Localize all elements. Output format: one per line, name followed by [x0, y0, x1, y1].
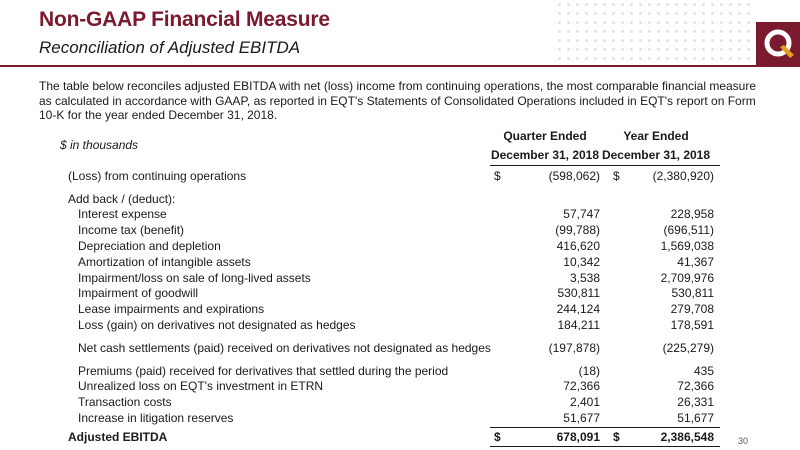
row-label: Impairment of goodwill [78, 286, 199, 300]
quarter-value: 57,747 [563, 207, 600, 221]
table-row [0, 378, 800, 394]
year-value: (225,279) [662, 341, 714, 355]
year-value: 279,708 [670, 302, 714, 316]
row-label: Premiums (paid) received for derivatives that settled during the period [78, 364, 449, 378]
year-value: 72,366 [677, 379, 714, 393]
page-subtitle: Reconciliation of Adjusted EBITDA [39, 38, 301, 57]
quarter-value: (197,878) [548, 341, 600, 355]
row-label: Interest expense [78, 207, 167, 221]
quarter-value: 678,091 [556, 430, 600, 444]
currency-symbol: $ [613, 430, 620, 444]
table-row [0, 254, 800, 270]
table-row [0, 206, 800, 222]
column-header-quarter-line2: December 31, 2018 [490, 148, 600, 162]
row-label: Amortization of intangible assets [78, 255, 251, 269]
table-row [0, 270, 800, 286]
column-header-year [596, 127, 716, 165]
quarter-value: 244,124 [556, 302, 600, 316]
row-label: Increase in litigation reserves [78, 411, 234, 425]
table-row [0, 317, 800, 333]
quarter-value: 10,342 [563, 255, 600, 269]
table-row [0, 301, 800, 317]
year-value: 2,709,976 [660, 271, 714, 285]
quarter-value: 416,620 [556, 239, 600, 253]
year-value: 435 [693, 364, 714, 378]
row-label: (Loss) from continuing operations [68, 169, 247, 183]
table-row [0, 238, 800, 254]
row-label: Loss (gain) on derivatives not designated as hedges [78, 318, 356, 332]
year-value: 530,811 [671, 286, 714, 300]
table-row-total [0, 429, 800, 445]
year-value: 2,386,548 [660, 430, 714, 444]
table-row [0, 394, 800, 410]
company-logo [756, 22, 800, 66]
year-value: (696,511) [663, 223, 714, 237]
year-value: 51,677 [677, 411, 714, 425]
column-header-quarter [485, 127, 605, 165]
table-header-rule [490, 165, 720, 166]
quarter-value: (99,788) [555, 223, 600, 237]
quarter-value: (18) [578, 364, 600, 378]
page-number: 30 [737, 436, 748, 446]
quarter-value: 530,811 [557, 286, 600, 300]
year-value: 1,569,038 [660, 239, 714, 253]
quarter-value: (598,062) [548, 169, 600, 183]
column-header-year-line1: Year Ended [623, 129, 689, 143]
intro-paragraph: The table below reconciles adjusted EBITDA with net (loss) income from continuing operations, the most comparable financial measure as calculated in accordance with GAAP, as reported in EQT's Statements of Consolidated Operations included in EQT's report on Form 10-K for the year ended December 31, 2018. [39, 79, 757, 122]
row-label: Adjusted EBITDA [68, 430, 168, 444]
quarter-value: 184,211 [557, 318, 600, 332]
header-divider [0, 65, 800, 67]
row-label: Lease impairments and expirations [78, 302, 265, 316]
table-row [0, 340, 800, 356]
table-row [0, 191, 800, 207]
column-header-year-line2: December 31, 2018 [601, 148, 711, 162]
row-label: Income tax (benefit) [78, 223, 185, 237]
decorative-dot-pattern [555, 0, 755, 60]
year-value: 26,331 [677, 395, 714, 409]
row-label: Add back / (deduct): [68, 192, 176, 206]
quarter-value: 3,538 [569, 271, 600, 285]
column-header-quarter-line1: Quarter Ended [503, 129, 587, 143]
quarter-value: 2,401 [569, 395, 600, 409]
row-label: Impairment/loss on sale of long-lived assets [78, 271, 311, 285]
row-label: Net cash settlements (paid) received on derivatives not designated as hedges [78, 341, 491, 355]
total-rule-top [490, 427, 720, 428]
year-value: 178,591 [670, 318, 714, 332]
quarter-value: 72,366 [563, 379, 600, 393]
quarter-value: 51,677 [563, 411, 600, 425]
currency-symbol: $ [494, 169, 501, 183]
row-label: Depreciation and depletion [78, 239, 221, 253]
page-title: Non-GAAP Financial Measure [39, 8, 330, 31]
total-rule-bottom [490, 446, 720, 447]
table-row [0, 410, 800, 426]
units-label: $ in thousands [60, 138, 139, 152]
q-logo-icon [761, 27, 795, 61]
table-row [0, 222, 800, 238]
year-value: 41,367 [677, 255, 714, 269]
currency-symbol: $ [613, 169, 620, 183]
row-label: Unrealized loss on EQT's investment in ETRN [78, 379, 324, 393]
table-row [0, 363, 800, 379]
table-row [0, 285, 800, 301]
year-value: (2,380,920) [652, 169, 714, 183]
table-row [0, 168, 800, 184]
year-value: 228,958 [670, 207, 714, 221]
currency-symbol: $ [494, 430, 501, 444]
row-label: Transaction costs [78, 395, 172, 409]
